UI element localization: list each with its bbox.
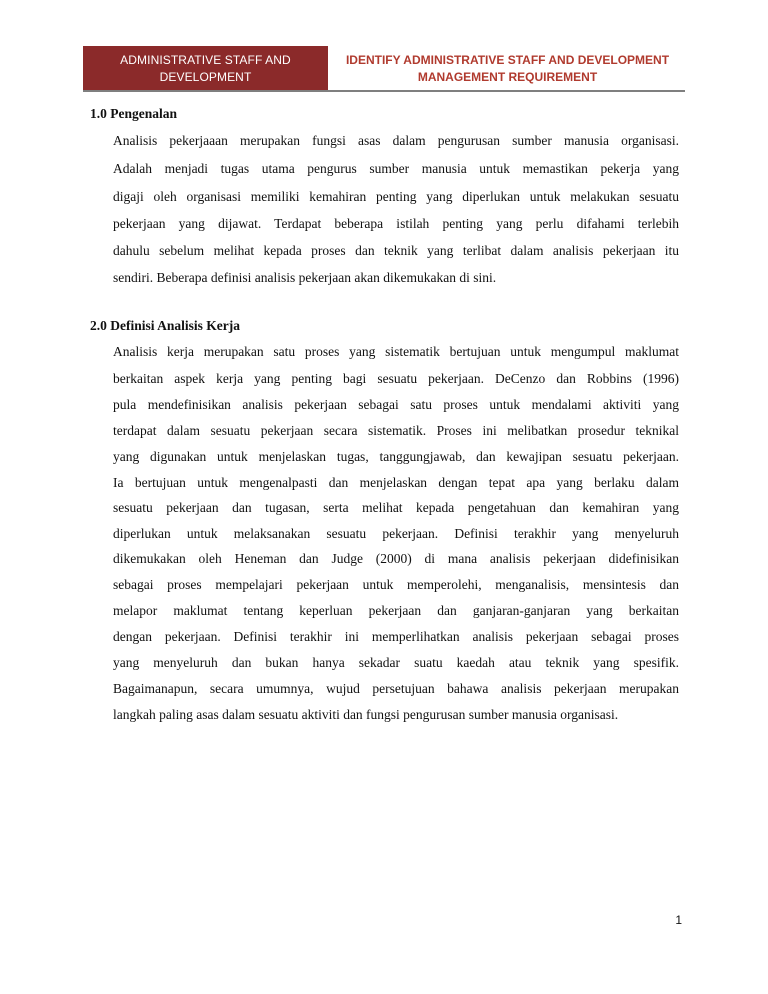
section-heading-definisi-analisis-kerja: 2.0 Definisi Analisis Kerja xyxy=(90,318,241,333)
paragraph-line: pekerjaan yang dijawat. Terdapat beberapa istilah penting yang perlu difahami terlebih xyxy=(113,216,679,231)
paragraph-line: digaji oleh organisasi memiliki kemahiran penting yang diperlukan untuk melakukan sesuatu xyxy=(113,189,679,204)
paragraph-line: yang digunakan untuk menjelaskan tugas, tanggungjawab, dan kewajipan sesuatu pekerjaan. xyxy=(113,449,679,464)
page-number: 1 xyxy=(675,913,682,927)
header-left-line-2: DEVELOPMENT xyxy=(159,70,252,84)
paragraph-line: sebagai proses mempelajari pekerjaan untuk memperolehi, menganalisis, mensintesis dan xyxy=(113,577,679,592)
section-heading-pengenalan: 1.0 Pengenalan xyxy=(90,106,178,121)
paragraph-line: terdapat dalam sesuatu pekerjaan secara sistematik. Proses ini melibatkan prosedur teknikal xyxy=(113,423,679,438)
paragraph-line: sendiri. Beberapa definisi analisis pekerjaan akan dikemukakan di sini. xyxy=(113,270,497,285)
paragraph-line: Adalah menjadi tugas utama pengurus sumber manusia untuk memastikan pekerja yang xyxy=(113,161,679,176)
paragraph-line: sesuatu pekerjaan dan tugasan, serta melihat kepada pengetahuan dan kemahiran yang xyxy=(113,500,679,515)
paragraph-line: pula mendefinisikan analisis pekerjaan sebagai satu proses untuk mendalami aktiviti yang xyxy=(113,397,679,412)
header-title-line-2: MANAGEMENT REQUIREMENT xyxy=(417,70,598,84)
paragraph-line: Bagaimanapun, secara umumnya, wujud persetujuan bahawa analisis pekerjaan merupakan xyxy=(113,681,679,696)
paragraph-line: Ia bertujuan untuk mengenalpasti dan menjelaskan dengan tepat apa yang berlaku dalam xyxy=(113,475,679,490)
header-divider xyxy=(83,90,685,92)
paragraph-line: langkah paling asas dalam sesuatu aktiviti dan fungsi pengurusan sumber manusia organisasi. xyxy=(113,707,619,722)
header-title-line-1: IDENTIFY ADMINISTRATIVE STAFF AND DEVELOPMENT xyxy=(345,53,670,67)
paragraph-line: yang menyeluruh dan bukan hanya sekadar suatu kaedah atau teknik yang spesifik. xyxy=(113,655,679,670)
paragraph-line: diperlukan untuk melaksanakan sesuatu pekerjaan. Definisi terakhir yang menyeluruh xyxy=(113,526,679,541)
paragraph-line: Analisis pekerjaaan merupakan fungsi asas dalam pengurusan sumber manusia organisasi. xyxy=(113,133,679,148)
running-header-left xyxy=(83,46,328,90)
paragraph-line: Analisis kerja merupakan satu proses yang sistematik bertujuan untuk mengumpul maklumat xyxy=(113,344,679,359)
paragraph-line: berkaitan aspek kerja yang penting bagi sesuatu pekerjaan. DeCenzo dan Robbins (1996) xyxy=(113,371,679,386)
paragraph-line: melapor maklumat tentang keperluan pekerjaan dan ganjaran-ganjaran yang berkaitan xyxy=(113,603,679,618)
paragraph-line: dengan pekerjaan. Definisi terakhir ini memperlihatkan analisis pekerjaan sebagai proses xyxy=(113,629,679,644)
paragraph-line: dahulu sebelum melihat kepada proses dan teknik yang terlibat dalam analisis pekerjaan itu xyxy=(113,243,679,258)
header-left-line-1: ADMINISTRATIVE STAFF AND xyxy=(120,53,291,67)
running-header-title xyxy=(330,46,685,90)
paragraph-line: dikemukakan oleh Heneman dan Judge (2000) di mana analisis pekerjaan didefinisikan xyxy=(113,551,679,566)
